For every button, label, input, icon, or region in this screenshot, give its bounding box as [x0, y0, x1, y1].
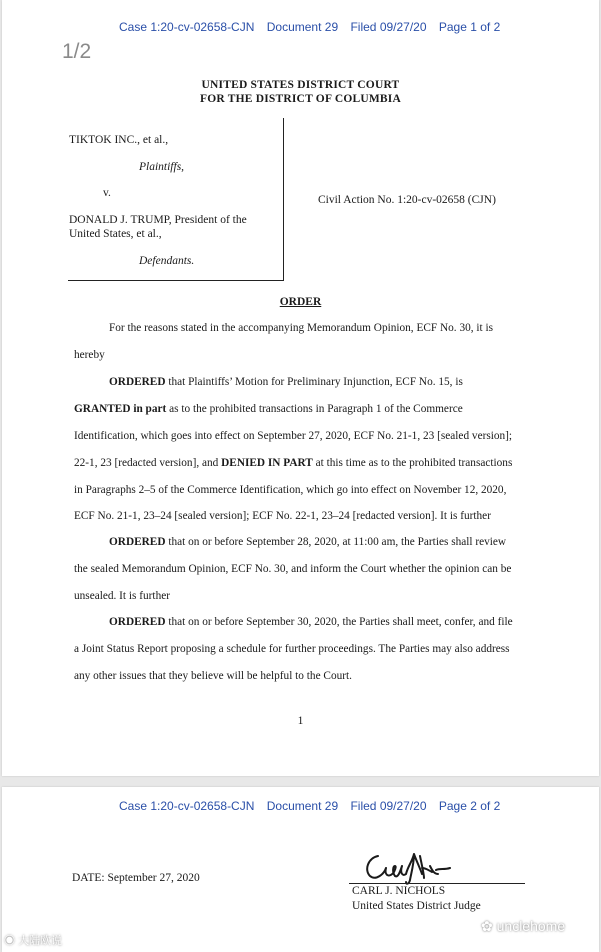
ecf-header: [119, 20, 509, 34]
body-text: 22-1, 23 [redacted version], and: [74, 457, 222, 469]
civil-action-number: Civil Action No. 1:20-cv-02658 (CJN): [318, 194, 496, 206]
ordered-keyword: ORDERED: [109, 536, 166, 548]
body-line: [109, 616, 513, 628]
body-line: [74, 457, 512, 469]
plaintiff-name: TIKTOK INC., et al.,: [69, 134, 169, 146]
ecf-document-number: Document 29: [266, 799, 339, 813]
judge-name: CARL J. NICHOLS: [352, 885, 446, 897]
document-page-1: [2, 0, 599, 776]
watermark-text: 大陆欧说: [18, 935, 63, 947]
page-number: 1: [297, 715, 304, 727]
ecf-filed-date: Filed 09/27/20: [350, 799, 427, 813]
ecf-header: [119, 799, 509, 813]
body-text: that on or before September 28, 2020, at 11:00 am, the Parties shall review: [165, 536, 507, 548]
body-line: hereby: [74, 349, 105, 361]
ecf-case-number: Case 1:20-cv-02658-CJN: [119, 799, 255, 813]
body-text: that Plaintiffs’ Motion for Preliminary Injunction, ECF No. 15, is: [165, 376, 463, 388]
ordered-keyword: ORDERED: [109, 376, 166, 388]
body-line: [109, 376, 463, 388]
page-indicator: 1/2: [62, 40, 92, 63]
body-line: [109, 536, 506, 548]
court-name-line2: FOR THE DISTRICT OF COLUMBIA: [200, 93, 401, 105]
body-line: any other issues that they believe will be helpful to the Court.: [74, 670, 352, 682]
weibo-logo-icon: ◉: [4, 935, 19, 947]
court-name-line1: UNITED STATES DISTRICT COURT: [201, 79, 400, 91]
body-line: a Joint Status Report proposing a schedule for further proceedings. The Parties may also address: [74, 643, 510, 655]
denied-keyword: DENIED IN PART: [221, 457, 313, 469]
ecf-page-count: Page 2 of 2: [438, 799, 501, 813]
body-line: ECF No. 21-1, 23–24 [sealed version]; ECF No. 22-1, 23–24 [redacted version]. It is further: [74, 510, 491, 522]
body-line: unsealed. It is further: [74, 590, 170, 602]
ordered-keyword: ORDERED: [109, 616, 166, 628]
watermark-text: unclehome: [496, 918, 566, 934]
defendants-label: Defendants.: [139, 255, 195, 267]
ecf-document-number: Document 29: [266, 20, 339, 34]
versus-label: v.: [103, 187, 111, 199]
signature-line: [349, 883, 525, 884]
body-text: that on or before September 30, 2020, the Parties shall meet, confer, and file: [165, 616, 513, 628]
defendant-name-line2: United States, et al.,: [69, 228, 162, 240]
signature-date: DATE: September 27, 2020: [72, 872, 200, 884]
judge-signature: [362, 846, 457, 886]
body-line: For the reasons stated in the accompanying Memorandum Opinion, ECF No. 30, it is: [109, 322, 494, 334]
order-title: ORDER: [279, 296, 322, 308]
granted-keyword: GRANTED in part: [74, 403, 167, 415]
wechat-logo-icon: ✿: [481, 918, 497, 934]
body-line: Identification, which goes into effect on September 27, 2020, ECF No. 21-1, 23 [sealed version];: [74, 430, 513, 442]
ecf-filed-date: Filed 09/27/20: [350, 20, 427, 34]
body-text: as to the prohibited transactions in Paragraph 1 of the Commerce: [166, 403, 463, 415]
watermark-bottom-right: [481, 918, 565, 935]
judge-title: United States District Judge: [352, 900, 481, 912]
ecf-case-number: Case 1:20-cv-02658-CJN: [119, 20, 255, 34]
defendant-name-line1: DONALD J. TRUMP, President of the: [69, 214, 247, 226]
plaintiffs-label: Plaintiffs,: [139, 161, 185, 173]
body-line: in Paragraphs 2–5 of the Commerce Identification, which go into effect on November 12, 2020,: [74, 484, 507, 496]
ecf-page-count: Page 1 of 2: [438, 20, 501, 34]
body-line: [74, 403, 463, 415]
watermark-bottom-left: [4, 932, 62, 948]
body-line: the sealed Memorandum Opinion, ECF No. 30, and inform the Court whether the opinion can be: [74, 563, 512, 575]
body-text: at this time as to the prohibited transactions: [312, 457, 513, 469]
